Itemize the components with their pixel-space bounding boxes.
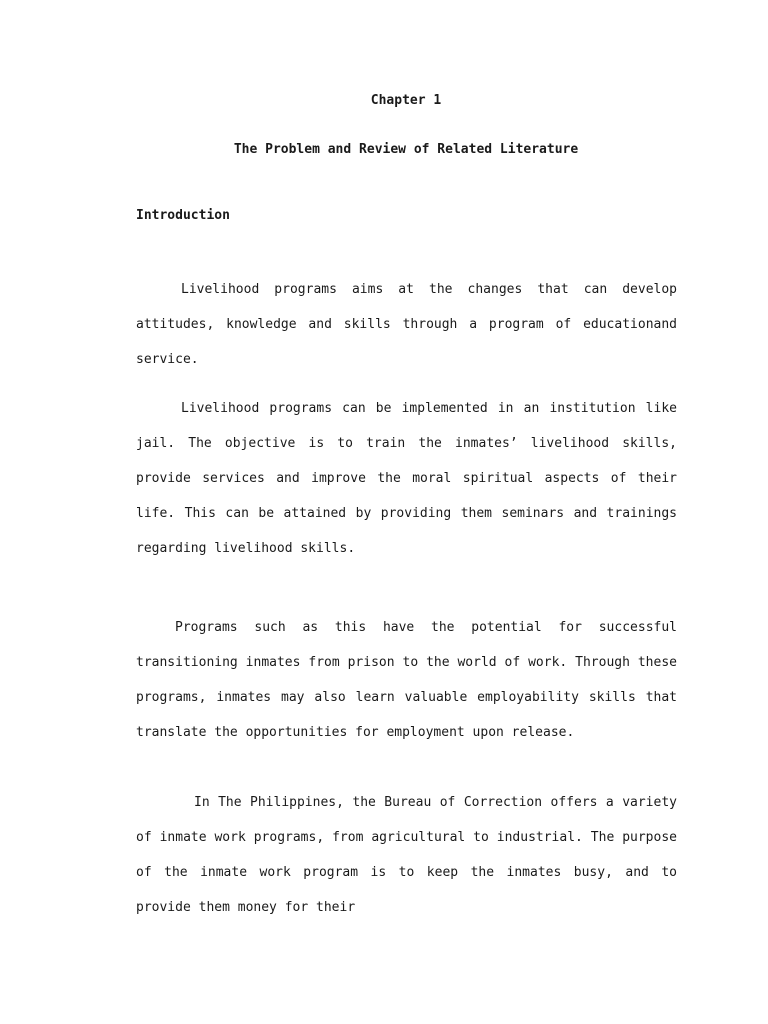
- paragraph-2: Livelihood programs can be implemented in an institution like jail. The objective is to train the inmates’ livelihood skills, provide services and improve the moral spiritual aspects of their life. This can be attained by providing them seminars and trainings regarding livelihood skills.: [136, 401, 677, 556]
- paragraph-1: Livelihood programs aims at the changes that can develop attitudes, knowledge and skills through a program of educationand service.: [136, 282, 677, 367]
- section-heading-introduction: Introduction: [136, 208, 230, 223]
- chapter-heading: Chapter 1: [370, 93, 442, 108]
- paragraph-4: In The Philippines, the Bureau of Correction offers a variety of inmate work programs, from agricultural to industrial. The purpose of the inmate work program is to keep the inmates busy, and to provide them money for their: [136, 795, 677, 915]
- paragraph-3: Programs such as this have the potential for successful transitioning inmates from prison to the world of work. Through these programs, inmates may also learn valuable employability skills that translate the opportunities for employment upon release.: [136, 620, 677, 740]
- document-title: The Problem and Review of Related Literature: [233, 142, 579, 157]
